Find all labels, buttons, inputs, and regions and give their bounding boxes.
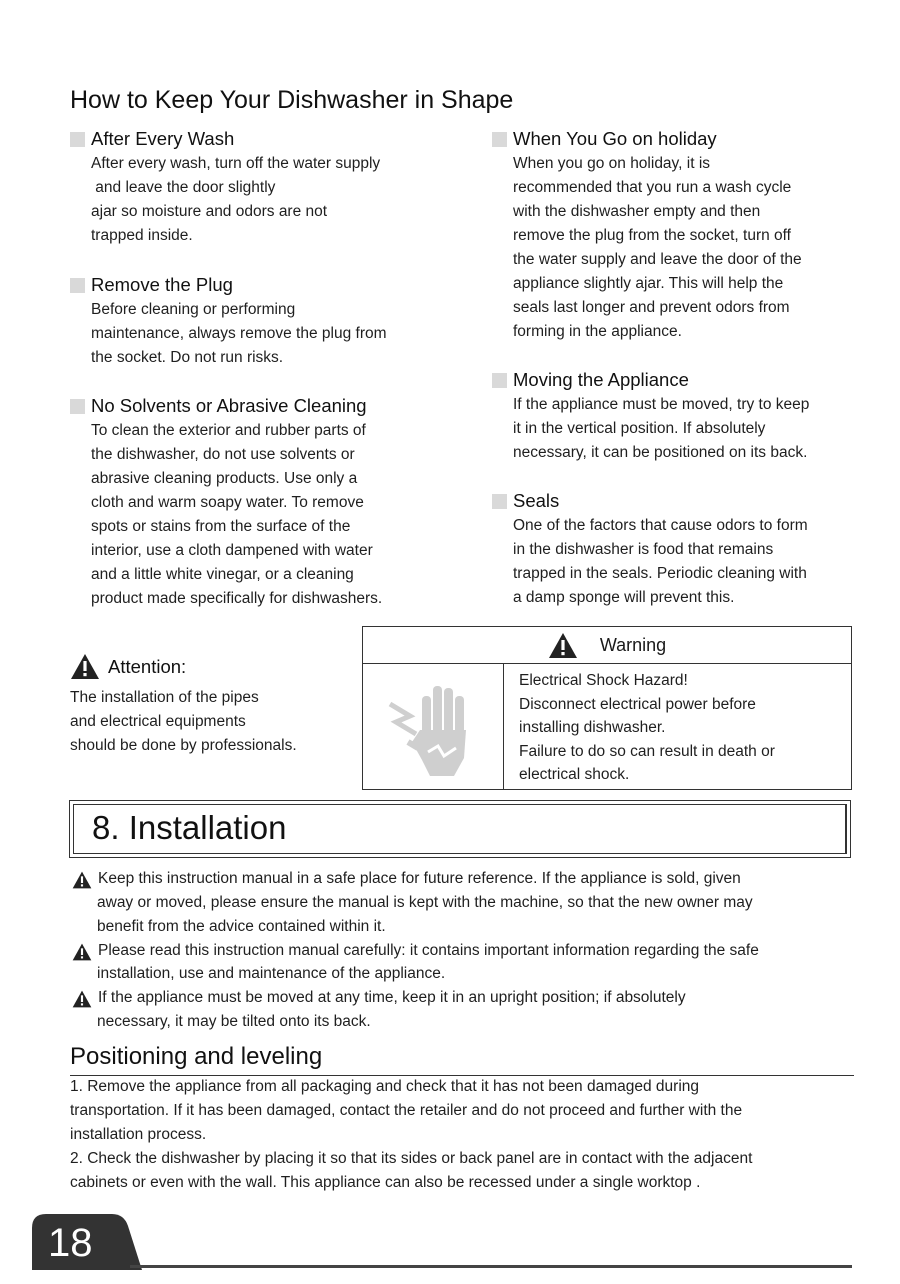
body-line: interior, use a cloth dampened with water [91,542,373,559]
warning-line: Disconnect electrical power before [519,695,756,713]
warning-triangle-icon [548,632,578,659]
warning-triangle-icon [72,871,92,889]
warning-line: Electrical Shock Hazard! [519,672,688,689]
positioning-line: installation process. [70,1126,207,1143]
bullet-line: installation, use and maintenance of the appliance. [97,965,446,982]
body-line: the socket. Do not run risks. [91,349,284,366]
body-line: appliance slightly ajar. This will help the [513,275,784,292]
body-line: trapped in the seals. Periodic cleaning with [513,565,807,582]
square-bullet-icon [70,132,85,147]
warning-line: Failure to do so can result in death or [519,742,775,760]
positioning-line: cabinets or even with the wall. This appliance can also be recessed under a single worktop . [70,1174,701,1191]
body-line: in the dishwasher is food that remains [513,541,774,558]
bullet-item [72,939,759,987]
body-line: seals last longer and prevent odors from [513,299,790,316]
section-heading: Seals [513,490,560,511]
section-seals [492,490,808,610]
footer-rule [130,1265,852,1268]
section-heading: After Every Wash [91,128,235,149]
installation-heading: 8. Installation [73,804,847,854]
bullet-line: Please read this instruction manual carefully: it contains important information regarding the safe [98,941,759,959]
warning-heading: Warning [599,634,667,655]
installation-heading-box [69,800,851,858]
attention-line: should be done by professionals. [70,737,297,754]
body-line: and leave the door slightly [91,179,276,196]
bullet-line: necessary, it may be tilted onto its back. [97,1012,371,1030]
warning-header [363,627,851,664]
square-bullet-icon [70,399,85,414]
section-no-solvents [70,395,382,611]
installation-bullets [72,867,759,1034]
bullet-line: away or moved, please ensure the manual is kept with the machine, so that the new owner may [97,893,753,911]
body-line: To clean the exterior and rubber parts of [91,422,366,439]
body-line: maintenance, always remove the plug from [91,325,387,342]
body-line: Before cleaning or performing [91,301,296,318]
section-after-every-wash [70,128,380,248]
warning-line: installing dishwasher. [519,719,666,736]
square-bullet-icon [492,494,507,509]
body-line: the dishwasher, do not use solvents or [91,446,355,463]
positioning-body [70,1075,752,1195]
section-heading: When You Go on holiday [513,128,717,149]
warning-triangle-icon [72,943,92,961]
section-heading: Remove the Plug [91,274,233,295]
warning-line: electrical shock. [519,766,630,783]
positioning-heading: Positioning and leveling [70,1043,323,1070]
page-title: How to Keep Your Dishwasher in Shape [70,86,514,114]
body-line: remove the plug from the socket, turn off [513,227,791,244]
body-line: One of the factors that cause odors to form [513,517,808,534]
bullet-item [72,986,759,1034]
section-heading: No Solvents or Abrasive Cleaning [91,395,367,416]
body-line: and a little white vinegar, or a cleaning [91,566,354,583]
square-bullet-icon [492,373,507,388]
square-bullet-icon [492,132,507,147]
warning-triangle-icon [72,990,92,1008]
positioning-line: 2. Check the dishwasher by placing it so that its sides or back panel are in contact with the adjacent [70,1150,753,1167]
body-line: ajar so moisture and odors are not [91,203,328,220]
square-bullet-icon [70,278,85,293]
body-line: cloth and warm soapy water. To remove [91,494,364,511]
bullet-line: Keep this instruction manual in a safe place for future reference. If the appliance is sold, given [98,870,741,887]
electric-glove-icon [378,672,488,782]
body-line: forming in the appliance. [513,323,682,340]
body-line: spots or stains from the surface of the [91,518,351,535]
attention-line: The installation of the pipes [70,689,259,706]
body-line: the water supply and leave the door of the [513,251,802,268]
warning-box [362,626,852,790]
bullet-line: If the appliance must be moved at any time, keep it in an upright position; if absolutely [98,989,686,1006]
section-moving-appliance [492,369,809,465]
body-line: When you go on holiday, it is [513,155,711,172]
attention-block [70,653,297,758]
section-heading: Moving the Appliance [513,369,689,390]
positioning-line: transportation. If it has been damaged, contact the retailer and do not proceed and further with the [70,1102,743,1119]
section-holiday [492,128,802,344]
body-line: it in the vertical position. If absolutely [513,420,766,437]
body-line: abrasive cleaning products. Use only a [91,470,358,487]
body-line: If the appliance must be moved, try to keep [513,396,810,413]
warning-triangle-icon [70,653,100,680]
attention-line: and electrical equipments [70,713,246,730]
bullet-item [72,867,759,939]
section-remove-plug [70,274,387,370]
attention-heading: Attention: [108,655,187,677]
bullet-line: benefit from the advice contained within it. [97,917,386,935]
body-line: trapped inside. [91,227,193,244]
body-line: recommended that you run a wash cycle [513,179,792,196]
shock-illustration [363,664,504,790]
body-line: necessary, it can be positioned on its back. [513,444,808,461]
body-line: product made specifically for dishwashers. [91,590,383,607]
body-line: a damp sponge will prevent this. [513,589,735,606]
body-line: After every wash, turn off the water supply [91,155,381,172]
page-number: 18 [48,1221,93,1265]
body-line: with the dishwasher empty and then [513,203,761,220]
positioning-line: 1. Remove the appliance from all packaging and check that it has not been damaged during [70,1078,700,1095]
